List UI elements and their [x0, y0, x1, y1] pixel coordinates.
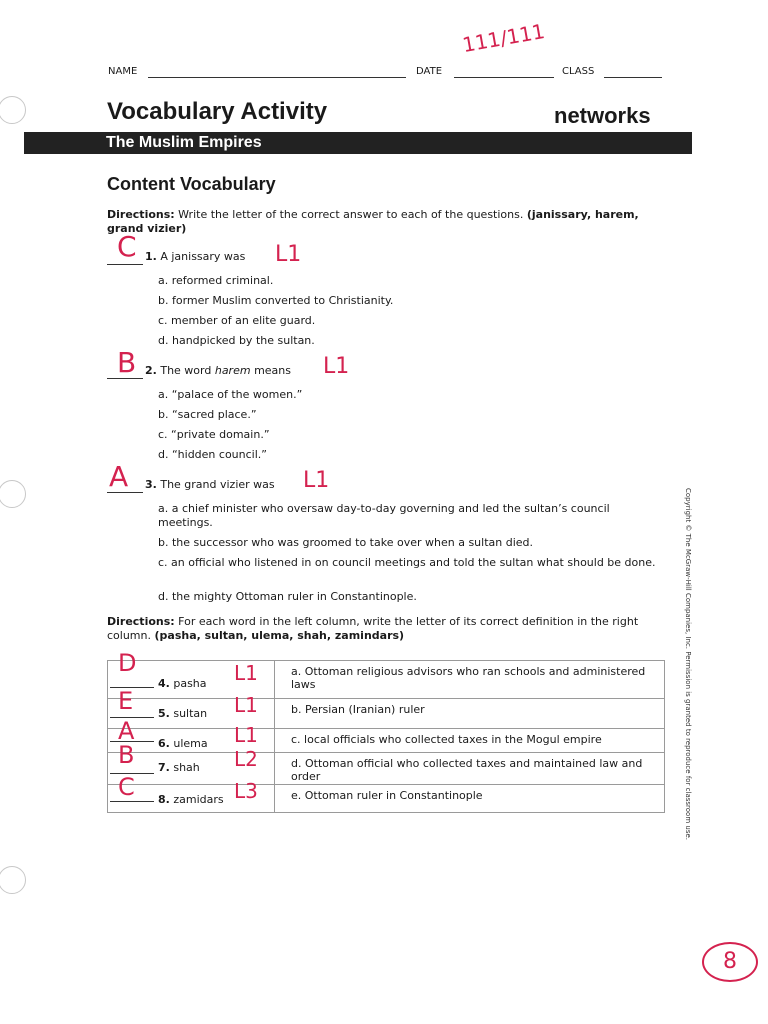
q2-stem-term: harem	[214, 364, 251, 377]
match-number: 8.	[158, 793, 170, 806]
match-word: pasha	[173, 677, 207, 690]
q2-number: 2.	[145, 364, 157, 377]
match-level: L1	[234, 723, 258, 747]
q1-level: L1	[275, 242, 302, 267]
q1-option-b: b. former Muslim converted to Christianity.	[158, 294, 394, 307]
directions-2-label: Directions:	[107, 615, 175, 628]
chapter-title: The Muslim Empires	[106, 134, 262, 151]
directions-1-label: Directions:	[107, 208, 175, 221]
match-level: L3	[234, 779, 258, 803]
name-field[interactable]	[148, 77, 406, 78]
chapter-band	[24, 132, 692, 154]
q3-answer: A	[109, 460, 129, 493]
section-title: Content Vocabulary	[107, 174, 276, 194]
q3-option-b: b. the successor who was groomed to take over when a sultan died.	[158, 536, 534, 549]
binder-hole-top	[0, 96, 26, 124]
matching-definition-cell	[275, 753, 665, 785]
match-number: 5.	[158, 707, 170, 720]
date-handwritten-mark: 111/111	[460, 18, 547, 58]
q1-answer-line[interactable]	[107, 264, 143, 265]
match-definition: c. local officials who collected taxes in the Mogul empire	[291, 733, 602, 746]
q3-stem: The grand vizier was	[160, 478, 275, 491]
q1-option-a: a. reformed criminal.	[158, 274, 274, 287]
directions-1-text: Write the letter of the correct answer to each of the questions.	[178, 208, 524, 221]
date-field[interactable]	[454, 77, 554, 78]
q2-option-a: a. “palace of the women.”	[158, 388, 303, 401]
match-word: zamidars	[173, 793, 224, 806]
q1-answer: C	[117, 230, 137, 263]
directions-2-text: For each word in the left column, write the letter of its correct definition in the right column.	[107, 615, 639, 642]
directions-2	[107, 615, 663, 643]
match-answer: C	[118, 773, 135, 801]
matching-row	[108, 729, 665, 753]
date-label: DATE	[416, 66, 443, 77]
q2-stem-pre: The word	[160, 364, 212, 377]
matching-row	[108, 699, 665, 729]
matching-definition-cell	[275, 699, 665, 729]
match-answer: D	[118, 649, 137, 677]
match-answer: E	[118, 687, 134, 715]
match-level: L2	[234, 747, 258, 771]
q1-number: 1.	[145, 250, 157, 263]
q2-answer-line[interactable]	[107, 378, 143, 379]
match-answer: B	[118, 741, 135, 769]
q3-answer-line[interactable]	[107, 492, 143, 493]
name-label: NAME	[108, 66, 138, 77]
match-definition: e. Ottoman ruler in Constantinople	[291, 789, 483, 802]
match-definition: d. Ottoman official who collected taxes and maintained law and order	[291, 757, 643, 783]
page-title: Vocabulary Activity	[107, 98, 328, 125]
class-label: CLASS	[562, 66, 595, 77]
copyright-notice: Copyright © The McGraw-Hill Companies, Inc. Permission is granted to reproduce for classroom use.	[684, 488, 692, 840]
match-number: 6.	[158, 737, 170, 750]
q1-stem: A janissary was	[160, 250, 246, 263]
q3-option-c: c. an official who listened in on council meetings and told the sultan what should be done.	[158, 556, 656, 569]
match-answer: A	[118, 717, 135, 745]
matching-definition-cell	[275, 785, 665, 813]
q3-option-d: d. the mighty Ottoman ruler in Constantinople.	[158, 590, 417, 603]
matching-row	[108, 785, 665, 813]
matching-term-cell	[108, 773, 275, 813]
matching-definition-cell	[275, 729, 665, 753]
matching-table	[107, 649, 665, 813]
q2-option-c: c. “private domain.”	[158, 428, 270, 441]
q3-option-a: a. a chief minister who oversaw day-to-day governing and led the sultan’s council meetings.	[158, 502, 610, 529]
q2-level: L1	[323, 354, 350, 379]
match-answer-line[interactable]	[110, 801, 154, 802]
match-definition: b. Persian (Iranian) ruler	[291, 703, 425, 716]
q2-option-b: b. “sacred place.”	[158, 408, 257, 421]
q3-number: 3.	[145, 478, 157, 491]
directions-2-terms: (pasha, sultan, ulema, shah, zamindars)	[154, 629, 405, 642]
match-word: ulema	[173, 737, 208, 750]
matching-definition-cell	[275, 661, 665, 699]
match-level: L1	[234, 661, 258, 685]
match-word: shah	[173, 761, 200, 774]
directions-1-terms: (janissary, harem, grand vizier)	[107, 208, 639, 235]
q2-answer: B	[117, 346, 137, 379]
binder-hole-middle	[0, 480, 26, 508]
match-number: 7.	[158, 761, 170, 774]
q3-level: L1	[303, 468, 330, 493]
matching-row	[108, 661, 665, 699]
q2-option-d: d. “hidden council.”	[158, 448, 267, 461]
match-number: 4.	[158, 677, 170, 690]
binder-hole-bottom	[0, 866, 26, 894]
match-definition: a. Ottoman religious advisors who ran schools and administered laws	[291, 665, 646, 691]
match-level: L1	[234, 693, 258, 717]
q2-stem-post: means	[254, 364, 291, 377]
directions-1	[107, 208, 647, 236]
match-word: sultan	[173, 707, 208, 720]
brand-logo: networks	[554, 103, 651, 128]
matching-row	[108, 753, 665, 785]
score-value: 8	[723, 949, 737, 974]
q1-option-c: c. member of an elite guard.	[158, 314, 316, 327]
class-field[interactable]	[604, 77, 662, 78]
q1-option-d: d. handpicked by the sultan.	[158, 334, 315, 347]
score-circle	[702, 942, 758, 982]
